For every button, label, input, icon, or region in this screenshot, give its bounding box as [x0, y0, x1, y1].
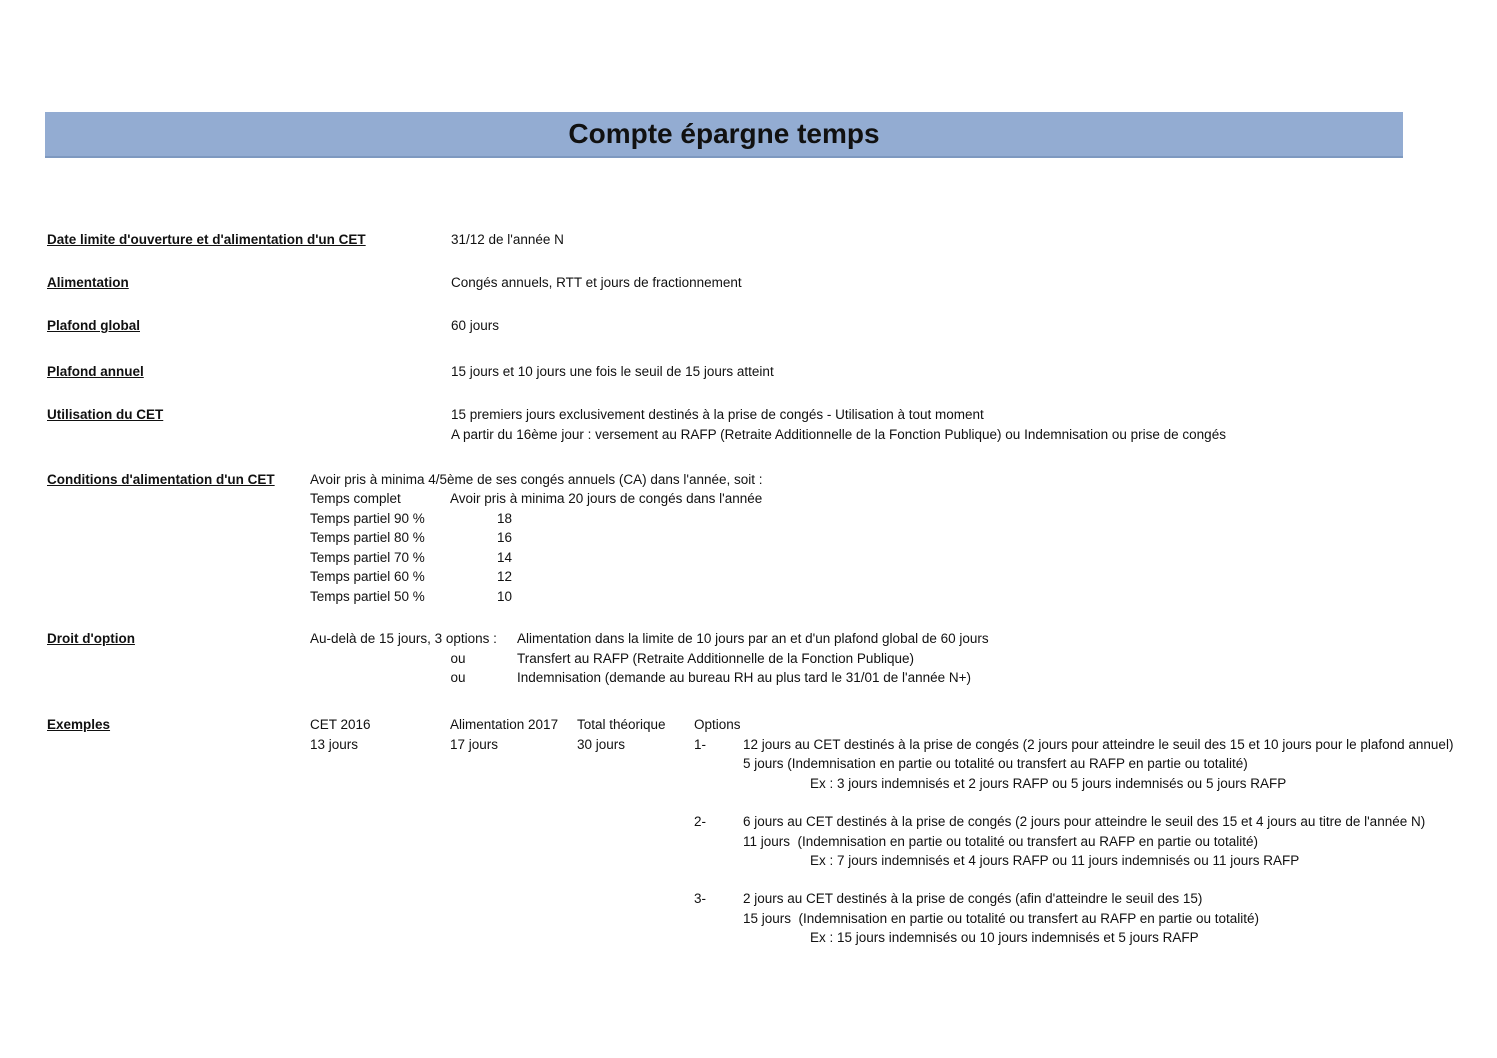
option-line-1: 6 jours au CET destinés à la prise de congés (2 jours pour atteindre le seuil des 15 et 4 jours au titre de l'année N)	[743, 814, 1426, 829]
droit-connector: ou	[450, 670, 466, 685]
droit-connector: ou	[450, 650, 466, 666]
field-label-alimentation: Alimentation	[47, 275, 129, 290]
conditions-row-value: 10	[497, 588, 513, 604]
droit-option-text: Transfert au RAFP (Retraite Additionnelle de la Fonction Publique)	[517, 650, 914, 666]
title-banner	[45, 112, 1403, 158]
conditions-row-value: 18	[497, 510, 513, 526]
droit-option-text: Alimentation dans la limite de 10 jours par an et d'un plafond global de 60 jours	[517, 631, 989, 646]
utilisation-line-2: A partir du 16ème jour : versement au RAFP (Retraite Additionnelle de la Fonction Publique) ou Indemnisation ou prise de congés	[451, 427, 1226, 442]
conditions-row-label: Temps complet	[310, 491, 401, 506]
field-value-plafond-annuel: 15 jours et 10 jours une fois le seuil de 15 jours atteint	[451, 364, 774, 379]
option-line-2: 5 jours (Indemnisation en partie ou totalité ou transfert au RAFP en partie ou totalité)	[743, 756, 1248, 771]
exemples-header-alimentation: Alimentation 2017	[450, 717, 559, 732]
exemples-value-cet: 13 jours	[310, 736, 359, 752]
option-example: Ex : 3 jours indemnisés et 2 jours RAFP ou 5 jours indemnisés ou 5 jours RAFP	[810, 775, 1287, 791]
conditions-intro: Avoir pris à minima 4/5ème de ses congés annuels (CA) dans l'année, soit :	[310, 472, 763, 487]
option-line-2: 11 jours (Indemnisation en partie ou totalité ou transfert au RAFP en partie ou totalité)	[743, 833, 1259, 849]
option-number: 2-	[694, 814, 707, 829]
option-line-1: 12 jours au CET destinés à la prise de congés (2 jours pour atteindre le seuil des 15 et 10 jours pour le plafond annuel)	[743, 736, 1454, 752]
conditions-row-label: Temps partiel 70 %	[310, 549, 425, 565]
field-label-date-limite: Date limite d'ouverture et d'alimentation d'un CET	[47, 232, 366, 247]
utilisation-line-1: 15 premiers jours exclusivement destinés à la prise de congés - Utilisation à tout moment	[451, 407, 984, 422]
conditions-row-label: Temps partiel 90 %	[310, 510, 425, 526]
conditions-row-value: Avoir pris à minima 20 jours de congés dans l'année	[450, 491, 763, 506]
field-label-plafond-annuel: Plafond annuel	[47, 364, 144, 379]
field-label-plafond-global: Plafond global	[47, 318, 140, 333]
droit-intro: Au-delà de 15 jours, 3 options :	[310, 631, 497, 646]
exemples-value-total: 30 jours	[577, 736, 626, 752]
field-value-plafond-global: 60 jours	[451, 318, 500, 333]
option-example: Ex : 15 jours indemnisés ou 10 jours indemnisés et 5 jours RAFP	[810, 930, 1199, 945]
conditions-row-label: Temps partiel 60 %	[310, 569, 425, 584]
conditions-row-label: Temps partiel 80 %	[310, 530, 425, 545]
conditions-row-value: 12	[497, 569, 513, 584]
option-line-1: 2 jours au CET destinés à la prise de congés (afin d'atteindre le seuil des 15)	[743, 891, 1203, 906]
exemples-header-cet: CET 2016	[310, 717, 371, 732]
exemples-header-total: Total théorique	[577, 717, 666, 732]
conditions-row-label: Temps partiel 50 %	[310, 588, 425, 604]
page-title: Compte épargne temps	[568, 118, 880, 149]
field-value-date-limite: 31/12 de l'année N	[451, 232, 564, 247]
exemples-value-alimentation: 17 jours	[450, 736, 499, 752]
exemples-label: Exemples	[47, 717, 111, 732]
exemples-header-options: Options	[694, 717, 741, 732]
conditions-row-value: 14	[497, 549, 513, 565]
droit-option-text: Indemnisation (demande au bureau RH au plus tard le 31/01 de l'année N+)	[517, 670, 971, 685]
option-number: 3-	[694, 891, 707, 906]
option-number: 1-	[694, 736, 707, 752]
option-line-2: 15 jours (Indemnisation en partie ou totalité ou transfert au RAFP en partie ou totalité)	[743, 910, 1260, 926]
option-example: Ex : 7 jours indemnisés et 4 jours RAFP ou 11 jours indemnisés ou 11 jours RAFP	[810, 853, 1300, 868]
conditions-label: Conditions d'alimentation d'un CET	[47, 472, 275, 487]
droit-label: Droit d'option	[47, 631, 135, 646]
conditions-row-value: 16	[497, 530, 513, 545]
field-value-alimentation: Congés annuels, RTT et jours de fractionnement	[451, 275, 742, 290]
utilisation-label: Utilisation du CET	[47, 407, 164, 422]
